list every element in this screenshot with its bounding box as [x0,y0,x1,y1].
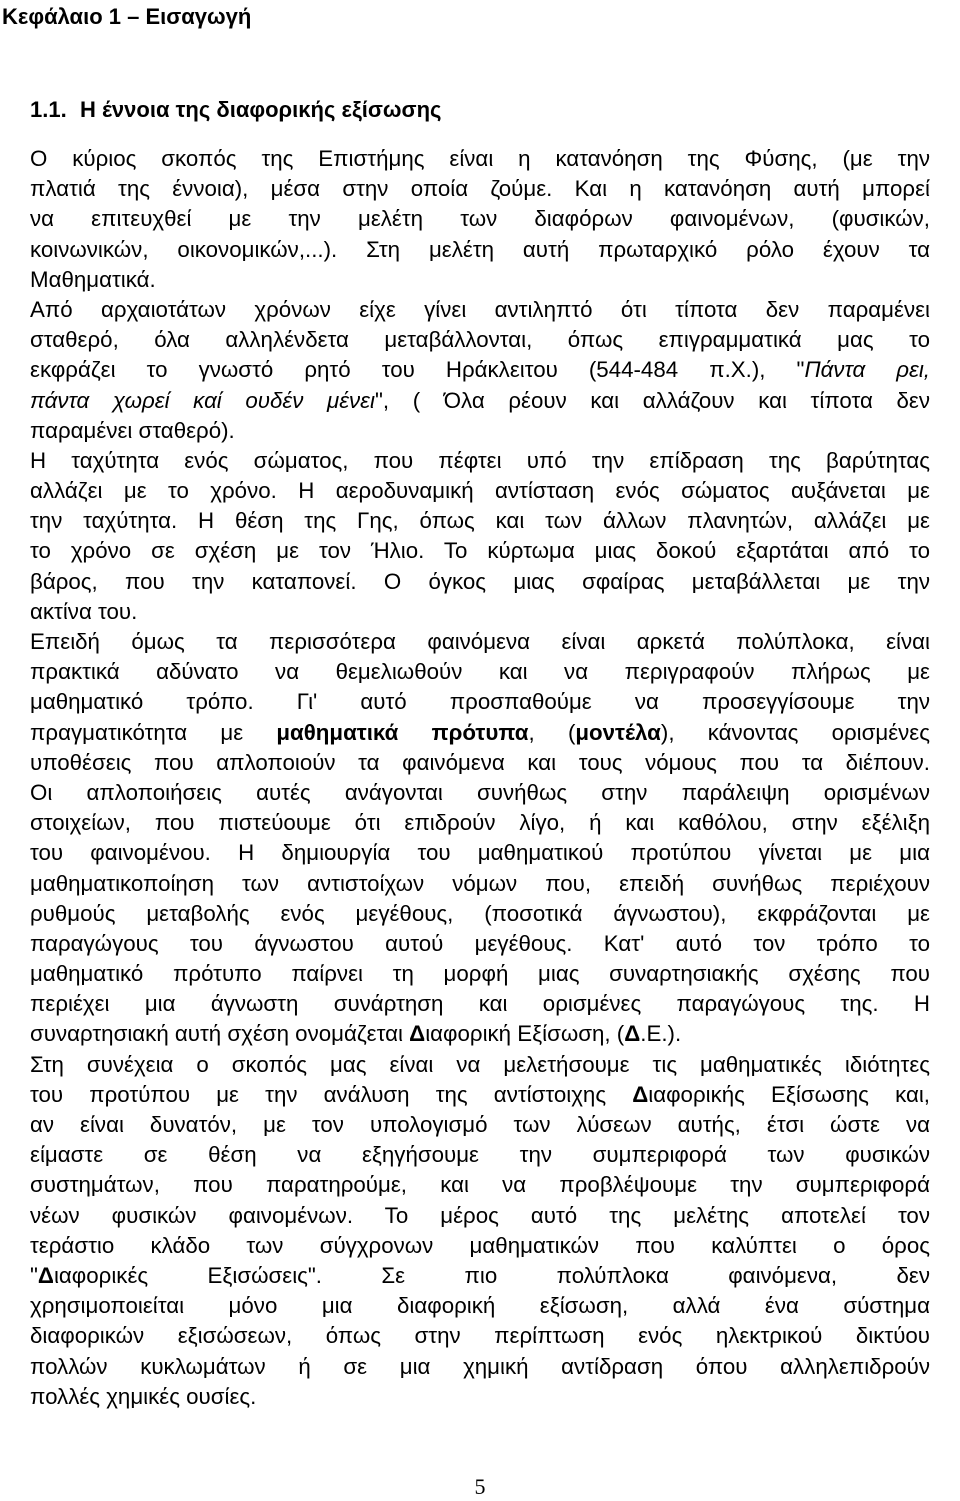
text-run: Πάντα ρει, [804,357,930,383]
text-line [30,1050,930,1080]
text-line [30,989,930,1019]
text-run: συστημάτων, που παρατηρούμε, και να προβλέψουμε την συμπεριφορά [30,1172,930,1198]
section-heading [30,95,441,125]
text-run: κοινωνικών, οικονομικών,...). Στη μελέτη αυτή πρωταρχικό ρόλο έχουν τα [30,236,930,262]
text-run: Μαθηματικά. [30,266,156,292]
text-run: Από αρχαιοτάτων χρόνων είχε γίνει αντιληπτό ότι τίποτα δεν παραμένει [30,296,930,322]
text-run: Δ [37,1262,54,1288]
text-run: βάρος, που την καταπονεί. Ο όγκος μιας σφαίρας μεταβάλλεται με την [30,568,930,594]
text-line [30,808,930,838]
text-line [30,899,930,929]
text-line [30,386,930,416]
text-run: ρυθμούς μεταβολής ενός μεγέθους, (ποσοτικά άγνωστου), εκφράζονται με [30,900,930,926]
text-run: σταθερό, όλα αλληλένδετα μεταβάλλονται, όπως επιγραμματικά μας το [30,327,930,353]
text-run: πραγματικότητα με [30,719,277,745]
text-line [30,1080,930,1110]
text-line [30,1261,930,1291]
page-number: 5 [474,1474,486,1499]
text-line [30,265,930,295]
text-line [30,597,930,627]
text-run: Οι απλοποιήσεις αυτές ανάγονται συνήθως στην παράλειψη ορισμένων [30,779,930,805]
text-run: να επιτευχθεί με την μελέτη των διαφόρων φαινομένων, (φυσικών, [30,206,930,232]
text-run: μαθηματικό πρότυπο παίρνει τη μορφή μιας συναρτησιακής σχέσης που [30,961,930,987]
body-text [30,144,930,1412]
text-line [30,295,930,325]
text-run: .Ε.). [640,1021,682,1047]
text-run: , ( [528,719,576,745]
text-line [30,929,930,959]
text-run: αν είναι δυνατόν, με τον υπολογισμό των λύσεων αυτής, έτσι ώστε να [30,1112,930,1137]
text-line [30,959,930,989]
text-run: ιαφορική Εξίσωση, ( [425,1021,625,1047]
text-run: ), κάνοντας ορισμένες [660,719,930,745]
text-run: ", ( Όλα ρέουν και αλλάζουν και τίποτα δεν [374,387,930,413]
text-line [30,174,930,204]
text-line [30,1019,930,1049]
section-title: Η έννοια της διαφορικής εξίσωσης [80,97,442,122]
text-line [30,778,930,808]
text-run: είμαστε σε θέση να εξηγήσουμε την συμπεριφορά των φυσικών [30,1142,930,1168]
text-line [30,476,930,506]
text-line [30,1382,930,1412]
text-run: του προτύπου με την ανάλυση της αντίστοιχης [30,1081,633,1107]
text-run: μαθηματικοποίηση των αντιστοίχων νόμων που, επειδή συνήθως περιέχουν [30,870,930,896]
text-line [30,446,930,476]
text-run: Ο κύριος σκοπός της Επιστήμης είναι η κατανόηση της Φύσης, (με την [30,146,930,171]
text-line [30,1321,930,1351]
text-run: πολλών κυκλωμάτων ή σε μια χημική αντίδραση όπου αλληλεπιδρούν [30,1353,930,1379]
text-line [30,1231,930,1261]
text-run: ιαφορικές Εξισώσεις". Σε πιο πολύπλοκα φαινόμενα, δεν [53,1262,930,1288]
text-line [30,1110,930,1140]
text-run: αλλάζει με το χρόνο. Η αεροδυναμική αντίσταση ενός σώματος αυξάνεται με [30,478,930,504]
text-line [30,1352,930,1382]
text-line [30,1170,930,1200]
text-line [30,506,930,536]
text-run: Δ [409,1021,426,1047]
text-run: Η ταχύτητα ενός σώματος, που πέφτει υπό την επίδραση της βαρύτητας [30,447,930,473]
text-line [30,536,930,566]
text-run: παραγώγους του άγνωστου αυτού μεγέθους. Κατ' αυτό τον τρόπο το [30,930,930,956]
text-run: την ταχύτητα. Η θέση της Γης, όπως και των άλλων πλανητών, αλλάζει με [30,508,930,534]
text-run: εκφράζει το γνωστό ρητό του Ηράκλειτου (544-484 π.Χ.), " [30,357,805,383]
text-line [30,838,930,868]
text-run: υποθέσεις που απλοποιούν τα φαινόμενα και τους νόμους που τα διέπουν. [30,749,930,775]
text-run: του φαινομένου. Η δημιουργία του μαθηματικού προτύπου γίνεται με μια [30,840,930,866]
text-run: πλατιά της έννοια), μέσα στην οποία ζούμε. Και η κατανόηση αυτή μπορεί [30,176,930,202]
text-run: πάντα χωρεί καί ουδέν μένει [30,387,375,413]
text-line [30,1201,930,1231]
text-run: περιέχει μια άγνωστη συνάρτηση και ορισμένες παραγώγους της. Η [30,991,930,1017]
text-run: παραμένει σταθερό). [30,417,235,443]
text-run: χρησιμοποιείται μόνο μια διαφορική εξίσωση, αλλά ένα σύστημα [30,1293,930,1319]
text-run: πρακτικά αδύνατο να θεμελιωθούν και να περιγραφούν πλήρως με [30,659,930,685]
text-line [30,355,930,385]
text-run: στοιχείων, που πιστεύουμε ότι επιδρούν λίγο, ή και καθόλου, στην εξέλιξη [30,810,930,836]
text-line [30,627,930,657]
text-line [30,204,930,234]
text-run: ιαφορικής Εξίσωσης και, [648,1081,930,1107]
text-run: Στη συνέχεια ο σκοπός μας είναι να μελετήσουμε τις μαθηματικές ιδιότητες [30,1051,930,1077]
text-run: ακτίνα του. [30,598,138,624]
text-line [30,325,930,355]
chapter-title: Κεφάλαιο 1 – Εισαγωγή [2,4,252,29]
text-run: πολλές χημικές ουσίες. [30,1383,257,1409]
text-line [30,657,930,687]
section-number: 1.1. [30,97,67,122]
text-line [30,567,930,597]
text-run: τεράστιο κλάδο των σύγχρονων μαθηματικών που καλύπτει ο όρος [30,1232,930,1258]
text-line [30,748,930,778]
text-run: Δ [624,1021,641,1047]
text-run: νέων φυσικών φαινομένων. Το μέρος αυτό της μελέτης αποτελεί τον [30,1202,930,1228]
text-run: μαθηματικά πρότυπα [276,719,529,745]
text-line [30,869,930,899]
text-line [30,718,930,748]
text-line [30,235,930,265]
text-run: διαφορικών εξισώσεων, όπως στην περίπτωση ενός ηλεκτρικού δικτύου [30,1323,930,1349]
text-run: Δ [632,1081,649,1107]
text-line [30,687,930,717]
text-run: μαθηματικό τρόπο. Γι' αυτό προσπαθούμε να προσεγγίσουμε την [30,689,930,715]
text-run: το χρόνο σε σχέση με τον Ήλιο. Το κύρτωμα μιας δοκού εξαρτάται από το [30,538,930,564]
text-run: συναρτησιακή αυτή σχέση ονομάζεται [30,1021,410,1047]
text-line [30,1291,930,1321]
text-line [30,1140,930,1170]
text-run: μοντέλα [575,719,661,745]
text-run: " [30,1262,38,1288]
text-line [30,144,930,174]
text-line [30,416,930,446]
text-run: Επειδή όμως τα περισσότερα φαινόμενα είναι αρκετά πολύπλοκα, είναι [30,629,930,654]
